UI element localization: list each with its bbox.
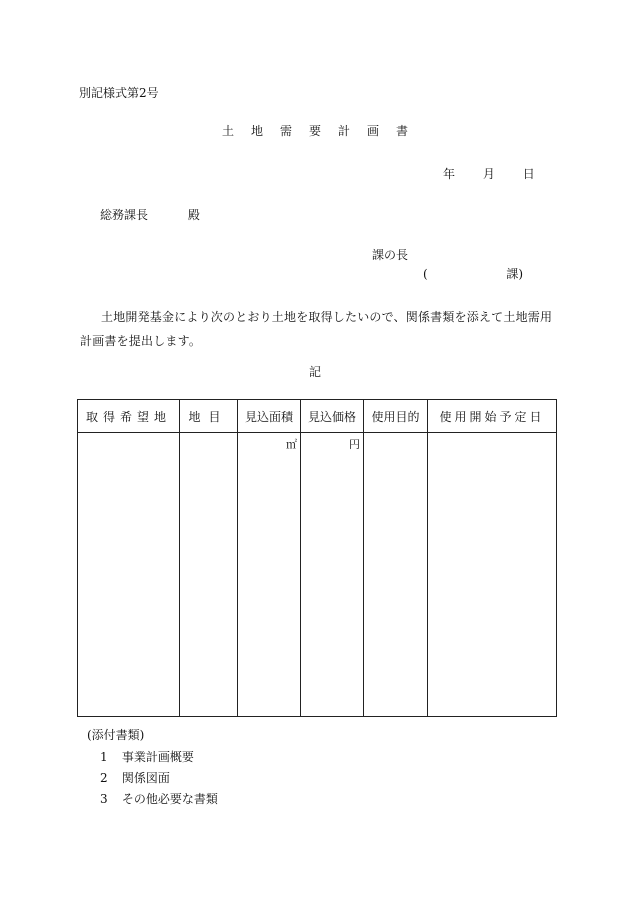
sender-title: 課の長	[372, 248, 409, 262]
table-header-row	[78, 400, 557, 433]
attachment-label: その他必要な書類	[121, 792, 218, 806]
attachment-number: 3	[100, 792, 108, 806]
list-item	[100, 751, 194, 763]
cell-purpose[interactable]	[364, 433, 428, 717]
cell-start-date[interactable]	[428, 433, 557, 717]
ki-label: 記	[308, 365, 321, 379]
date-month-label: 月	[482, 167, 495, 181]
table-row	[78, 433, 557, 717]
attachment-label: 事業計画概要	[121, 750, 194, 764]
sender-dept-label: 課)	[506, 267, 523, 281]
date-line	[443, 168, 535, 180]
addressee-honorific: 殿	[187, 208, 200, 222]
cell-land-category[interactable]	[180, 433, 238, 717]
date-year-label: 年	[443, 167, 456, 181]
list-item	[100, 793, 218, 805]
cell-acquisition-site[interactable]	[78, 433, 180, 717]
addressee	[100, 209, 200, 221]
date-day-label: 日	[522, 167, 535, 181]
attachment-number: 2	[100, 771, 108, 785]
header-estimated-area: 見込面積	[238, 400, 301, 433]
attachments-heading: (添付書類)	[87, 728, 145, 742]
list-item	[100, 772, 170, 784]
cell-estimated-price[interactable]: 円	[301, 433, 364, 717]
header-land-category: 地目	[180, 400, 238, 433]
header-acquisition-site: 取得希望地	[78, 400, 180, 433]
addressee-name: 総務課長	[100, 208, 149, 222]
header-purpose: 使用目的	[364, 400, 428, 433]
document-title: 土地需要計画書	[221, 124, 425, 138]
attachment-number: 1	[100, 750, 108, 764]
header-estimated-price: 見込価格	[301, 400, 364, 433]
cell-estimated-area[interactable]: ㎡	[238, 433, 301, 717]
attachment-label: 関係図面	[121, 771, 170, 785]
header-start-date: 使用開始予定日	[428, 400, 557, 433]
form-number: 別記様式第2号	[79, 86, 159, 100]
sender-dept-open-paren: (	[423, 267, 428, 281]
body-text: 土地開発基金により次のとおり土地を取得したいので、関係書類を添えて土地需用計画書を提出します。	[80, 310, 553, 348]
land-demand-table	[77, 399, 557, 717]
